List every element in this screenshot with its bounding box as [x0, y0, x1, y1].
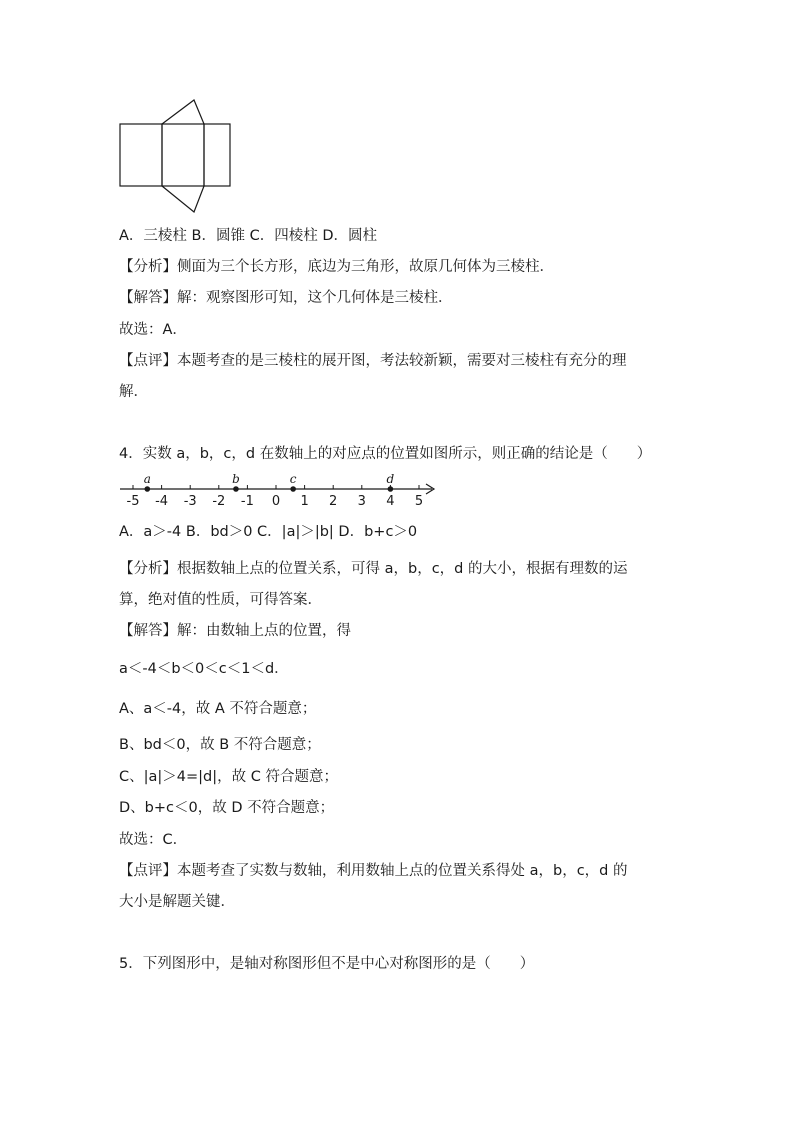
net-triangle-top — [162, 100, 204, 124]
q3-comment-cont: 解． — [119, 384, 148, 400]
number-line-tick-label: 3 — [357, 494, 366, 509]
prism-net-figure — [0, 0, 794, 230]
analysis-tag: 【分析】 — [119, 561, 177, 577]
number-line-tick-label: -2 — [212, 494, 226, 509]
number-line-point-label-c: c — [289, 472, 297, 486]
net-rect-left — [120, 124, 162, 186]
number-line-point-c — [290, 486, 296, 492]
number-line-tick-label: 2 — [329, 494, 338, 509]
number-line-tick-label: 5 — [414, 494, 424, 509]
q3-answer — [119, 288, 453, 308]
answer-text: 解：观察图形可知，这个几何体是三棱柱． — [177, 290, 453, 306]
comment-tag: 【点评】 — [119, 353, 177, 369]
number-line-point-a — [145, 486, 151, 492]
net-triangle-bottom — [162, 186, 204, 212]
q4-step-d: D、b+c＜0，故 D 不符合题意； — [119, 800, 335, 816]
analysis-text: 侧面为三个长方形，底边为三角形，故原几何体为三棱柱． — [177, 259, 554, 275]
q4-answer — [119, 621, 351, 641]
q4-step-c: C、|a|＞4=|d|，故 C 符合题意； — [119, 769, 338, 785]
number-line — [0, 468, 794, 528]
analysis-tag: 【分析】 — [119, 259, 177, 275]
net-rect-right — [204, 124, 230, 186]
answer-text: 解：由数轴上点的位置，得 — [177, 623, 351, 639]
q3-analysis — [119, 257, 554, 277]
number-line-tick-label: 4 — [386, 494, 395, 509]
q4-order: a＜-4＜b＜0＜c＜1＜d． — [119, 661, 289, 677]
q4-analysis — [119, 559, 627, 579]
number-line-tick-label: -3 — [183, 494, 197, 509]
q3-options: A．三棱柱 B．圆锥 C．四棱柱 D．圆柱 — [119, 228, 377, 244]
q4-step-a: A、a＜-4，故 A 不符合题意； — [119, 701, 317, 717]
q5-question: 5．下列图形中，是轴对称图形但不是中心对称图形的是（ ） — [119, 956, 535, 972]
comment-text-1: 本题考查的是三棱柱的展开图，考法较新颖，需要对三棱柱有充分的理 — [177, 353, 627, 369]
q3-comment — [119, 351, 627, 371]
answer-tag: 【解答】 — [119, 623, 177, 639]
q4-analysis-cont: 算，绝对值的性质，可得答案． — [119, 592, 322, 608]
comment-text-1: 本题考查了实数与数轴，利用数轴上点的位置关系得处 a，b，c，d 的 — [177, 863, 628, 879]
number-line-point-b — [233, 486, 239, 492]
number-line-tick-label: -5 — [126, 494, 140, 509]
number-line-tick-label: 1 — [300, 494, 309, 509]
number-line-tick-label: -4 — [155, 494, 169, 509]
q4-question: 4．实数 a，b，c，d 在数轴上的对应点的位置如图所示，则正确的结论是（ ） — [119, 446, 652, 462]
number-line-point-label-d: d — [386, 472, 395, 486]
number-line-tick-label: -1 — [240, 494, 254, 509]
number-line-point-label-a: a — [143, 472, 151, 486]
number-line-point-label-b: b — [232, 472, 240, 486]
comment-tag: 【点评】 — [119, 863, 177, 879]
analysis-text-1: 根据数轴上点的位置关系，可得 a，b，c，d 的大小，根据有理数的运 — [177, 561, 628, 577]
number-line-tick-label: 0 — [271, 494, 281, 509]
q4-choice: 故选：C． — [119, 832, 188, 848]
net-rect-middle — [162, 124, 204, 186]
q4-options: A．a＞-4 B．bd＞0 C．|a|＞|b| D．b+c＞0 — [119, 524, 418, 540]
number-line-point-d — [388, 486, 394, 492]
q3-choice: 故选：A． — [119, 322, 187, 338]
q4-step-b: B、bd＜0，故 B 不符合题意； — [119, 737, 321, 753]
q4-comment — [119, 861, 627, 881]
answer-tag: 【解答】 — [119, 290, 177, 306]
q4-comment-cont: 大小是解题关键． — [119, 894, 235, 910]
